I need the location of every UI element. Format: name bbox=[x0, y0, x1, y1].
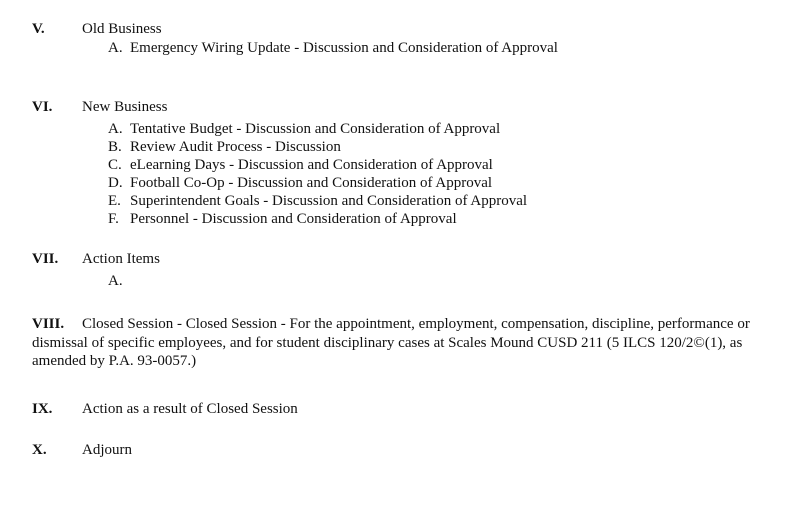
section-vi-title: New Business bbox=[82, 99, 168, 115]
item-text: Emergency Wiring Update - Discussion and Consideration of Approval bbox=[130, 40, 558, 56]
section-vi-item-e bbox=[108, 192, 527, 210]
section-vi-numeral: VI. bbox=[32, 99, 53, 115]
item-letter: B. bbox=[108, 139, 122, 155]
section-v-numeral: V. bbox=[32, 21, 45, 37]
item-text: eLearning Days - Discussion and Consideration of Approval bbox=[130, 157, 493, 173]
item-text: Football Co-Op - Discussion and Consideration of Approval bbox=[130, 175, 493, 191]
section-vi-item-a bbox=[108, 120, 500, 138]
section-ix-title: Action as a result of Closed Session bbox=[82, 401, 298, 417]
section-vi-item-d bbox=[108, 174, 492, 192]
section-vi-item-b bbox=[108, 138, 341, 156]
section-vii-title: Action Items bbox=[82, 251, 160, 267]
item-letter: D. bbox=[108, 175, 123, 191]
item-text: Review Audit Process - Discussion bbox=[130, 139, 341, 155]
item-text: Tentative Budget - Discussion and Consideration of Approval bbox=[130, 121, 501, 137]
section-x-numeral: X. bbox=[32, 442, 47, 458]
item-letter: A. bbox=[108, 273, 123, 289]
item-letter: F. bbox=[108, 211, 119, 227]
section-ix-numeral: IX. bbox=[32, 401, 53, 417]
section-x-title: Adjourn bbox=[82, 442, 132, 458]
item-letter: A. bbox=[108, 121, 123, 137]
item-letter: E. bbox=[108, 193, 121, 209]
section-vii-item-a bbox=[108, 272, 130, 290]
section-v-item-a bbox=[108, 39, 558, 57]
item-text: Personnel - Discussion and Consideration of Approval bbox=[130, 211, 457, 227]
section-vii-numeral: VII. bbox=[32, 251, 59, 267]
item-text: Superintendent Goals - Discussion and Consideration of Approval bbox=[130, 193, 528, 209]
section-vi-item-f bbox=[108, 210, 457, 228]
item-letter: A. bbox=[108, 40, 123, 56]
item-letter: C. bbox=[108, 157, 122, 173]
section-viii-text: Closed Session - Closed Session - For the appointment, employment, compensation, discipline, performance or dismissal of specific employees, and for student disciplinary cases at Scales Mound CUSD 211 (5 ILCS 120/2©(1), as amended by P.A. 93-0057.) bbox=[32, 316, 750, 369]
section-viii-numeral: VIII. bbox=[32, 316, 65, 332]
section-vi-item-c bbox=[108, 156, 493, 174]
section-viii bbox=[32, 315, 782, 371]
section-v-title: Old Business bbox=[82, 21, 162, 37]
